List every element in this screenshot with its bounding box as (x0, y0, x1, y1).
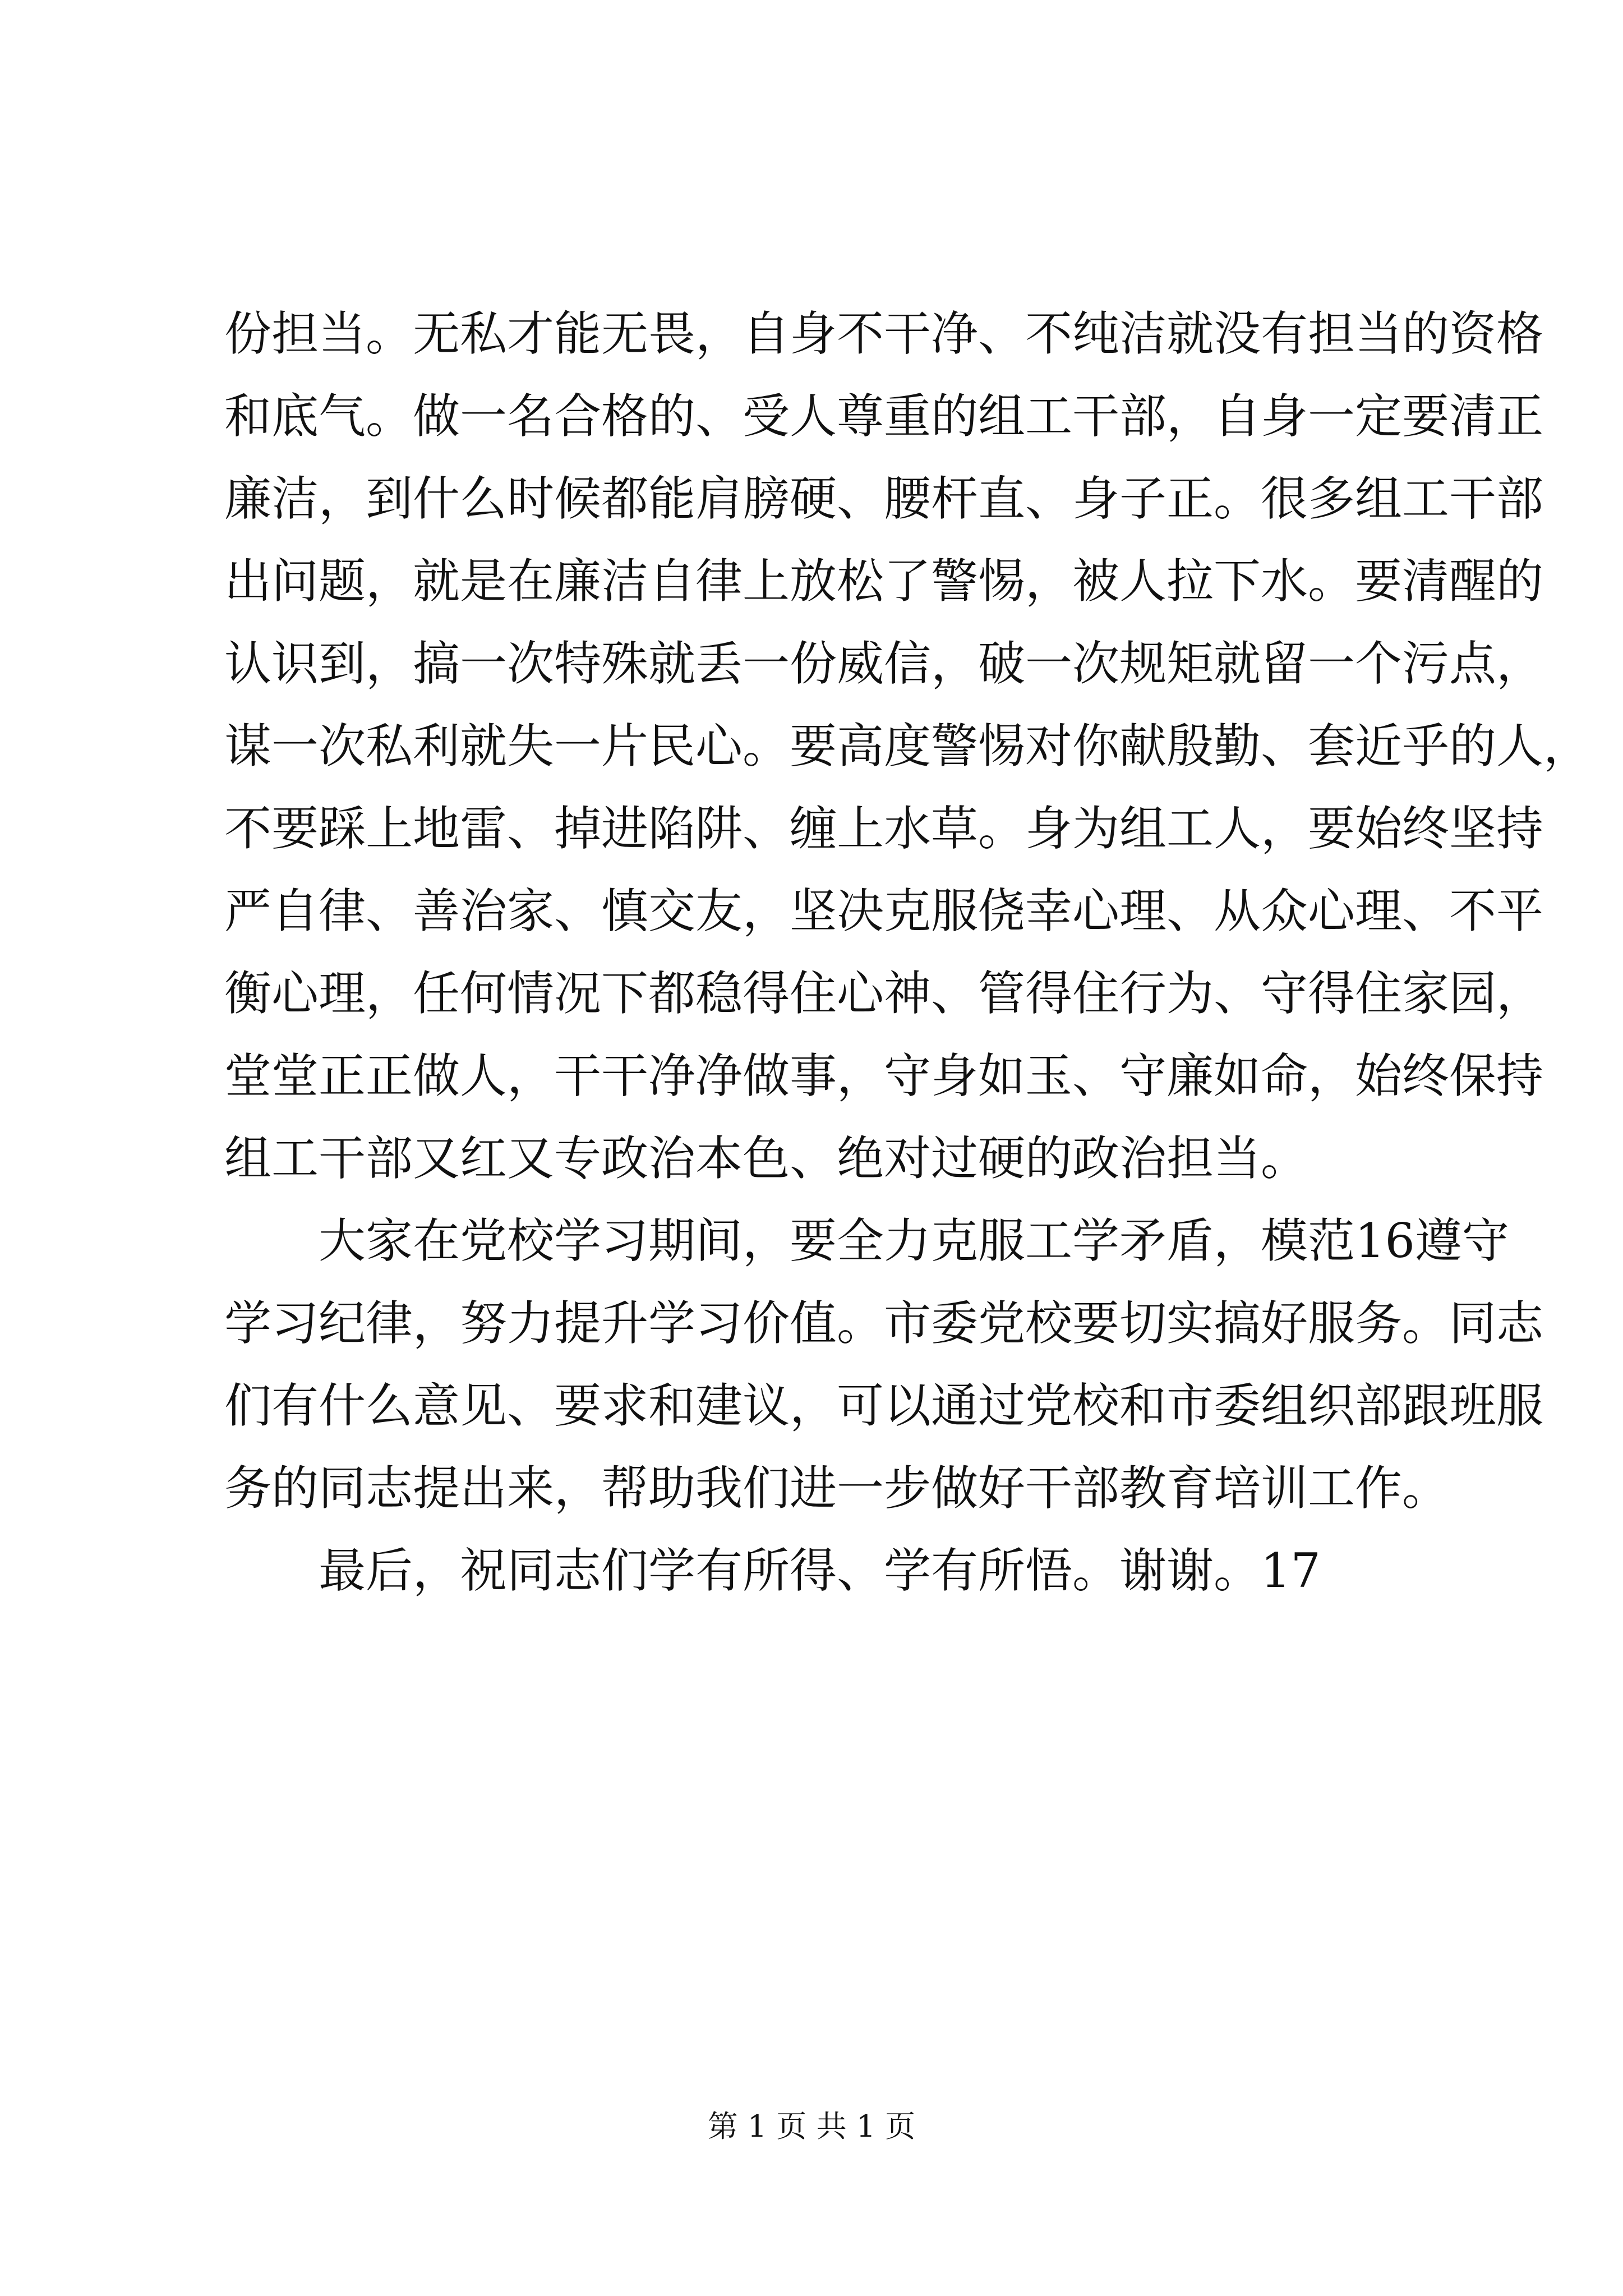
text-line: 和底气。做一名合格的、受人尊重的组工干部，自身一定要清正 (224, 389, 1544, 444)
text-line: 组工干部又红又专政治本色、绝对过硬的政治担当。 (224, 1131, 1308, 1186)
text-line: 务的同志提出来，帮助我们进一步做好干部教育培训工作。 (224, 1461, 1450, 1516)
text-line: 大家在党校学习期间，要全力克服工学矛盾，模范16遵守 (319, 1213, 1509, 1268)
text-line: 严自律、善治家、慎交友，坚决克服侥幸心理、从众心理、不平 (224, 884, 1544, 938)
text-line: 最后，祝同志们学有所得、学有所悟。谢谢。17 (319, 1543, 1321, 1598)
paragraph-2 (224, 1200, 1544, 1530)
text-line: 不要踩上地雷、掉进陷阱、缠上水草。身为组工人，要始终坚持 (224, 801, 1544, 856)
text-line: 衡心理，任何情况下都稳得住心神、管得住行为、守得住家园， (224, 966, 1544, 1021)
text-line: 廉洁，到什么时候都能肩膀硬、腰杆直、身子正。很多组工干部 (224, 471, 1544, 526)
text-line: 学习纪律，努力提升学习价值。市委党校要切实搞好服务。同志 (224, 1296, 1544, 1351)
text-line: 们有什么意见、要求和建议，可以通过党校和市委组织部跟班服 (224, 1378, 1544, 1433)
paragraph-3 (224, 1530, 1430, 1612)
text-line: 谋一次私利就失一片民心。要高度警惕对你献殷勤、套近乎的人， (224, 719, 1591, 774)
page-footer (0, 2102, 1623, 2146)
text-line: 认识到，搞一次特殊就丢一份威信，破一次规矩就留一个污点， (224, 636, 1544, 691)
text-line: 出问题，就是在廉洁自律上放松了警惕，被人拉下水。要清醒的 (224, 554, 1544, 609)
document-body (224, 293, 1591, 1612)
text-line: 堂堂正正做人，干干净净做事，守身如玉、守廉如命，始终保持 (224, 1048, 1544, 1103)
paragraph-1 (224, 293, 1591, 1200)
text-line: 份担当。无私才能无畏，自身不干净、不纯洁就没有担当的资格 (224, 306, 1544, 361)
page-number-label: 第 1 页 共 1 页 (707, 2109, 916, 2144)
